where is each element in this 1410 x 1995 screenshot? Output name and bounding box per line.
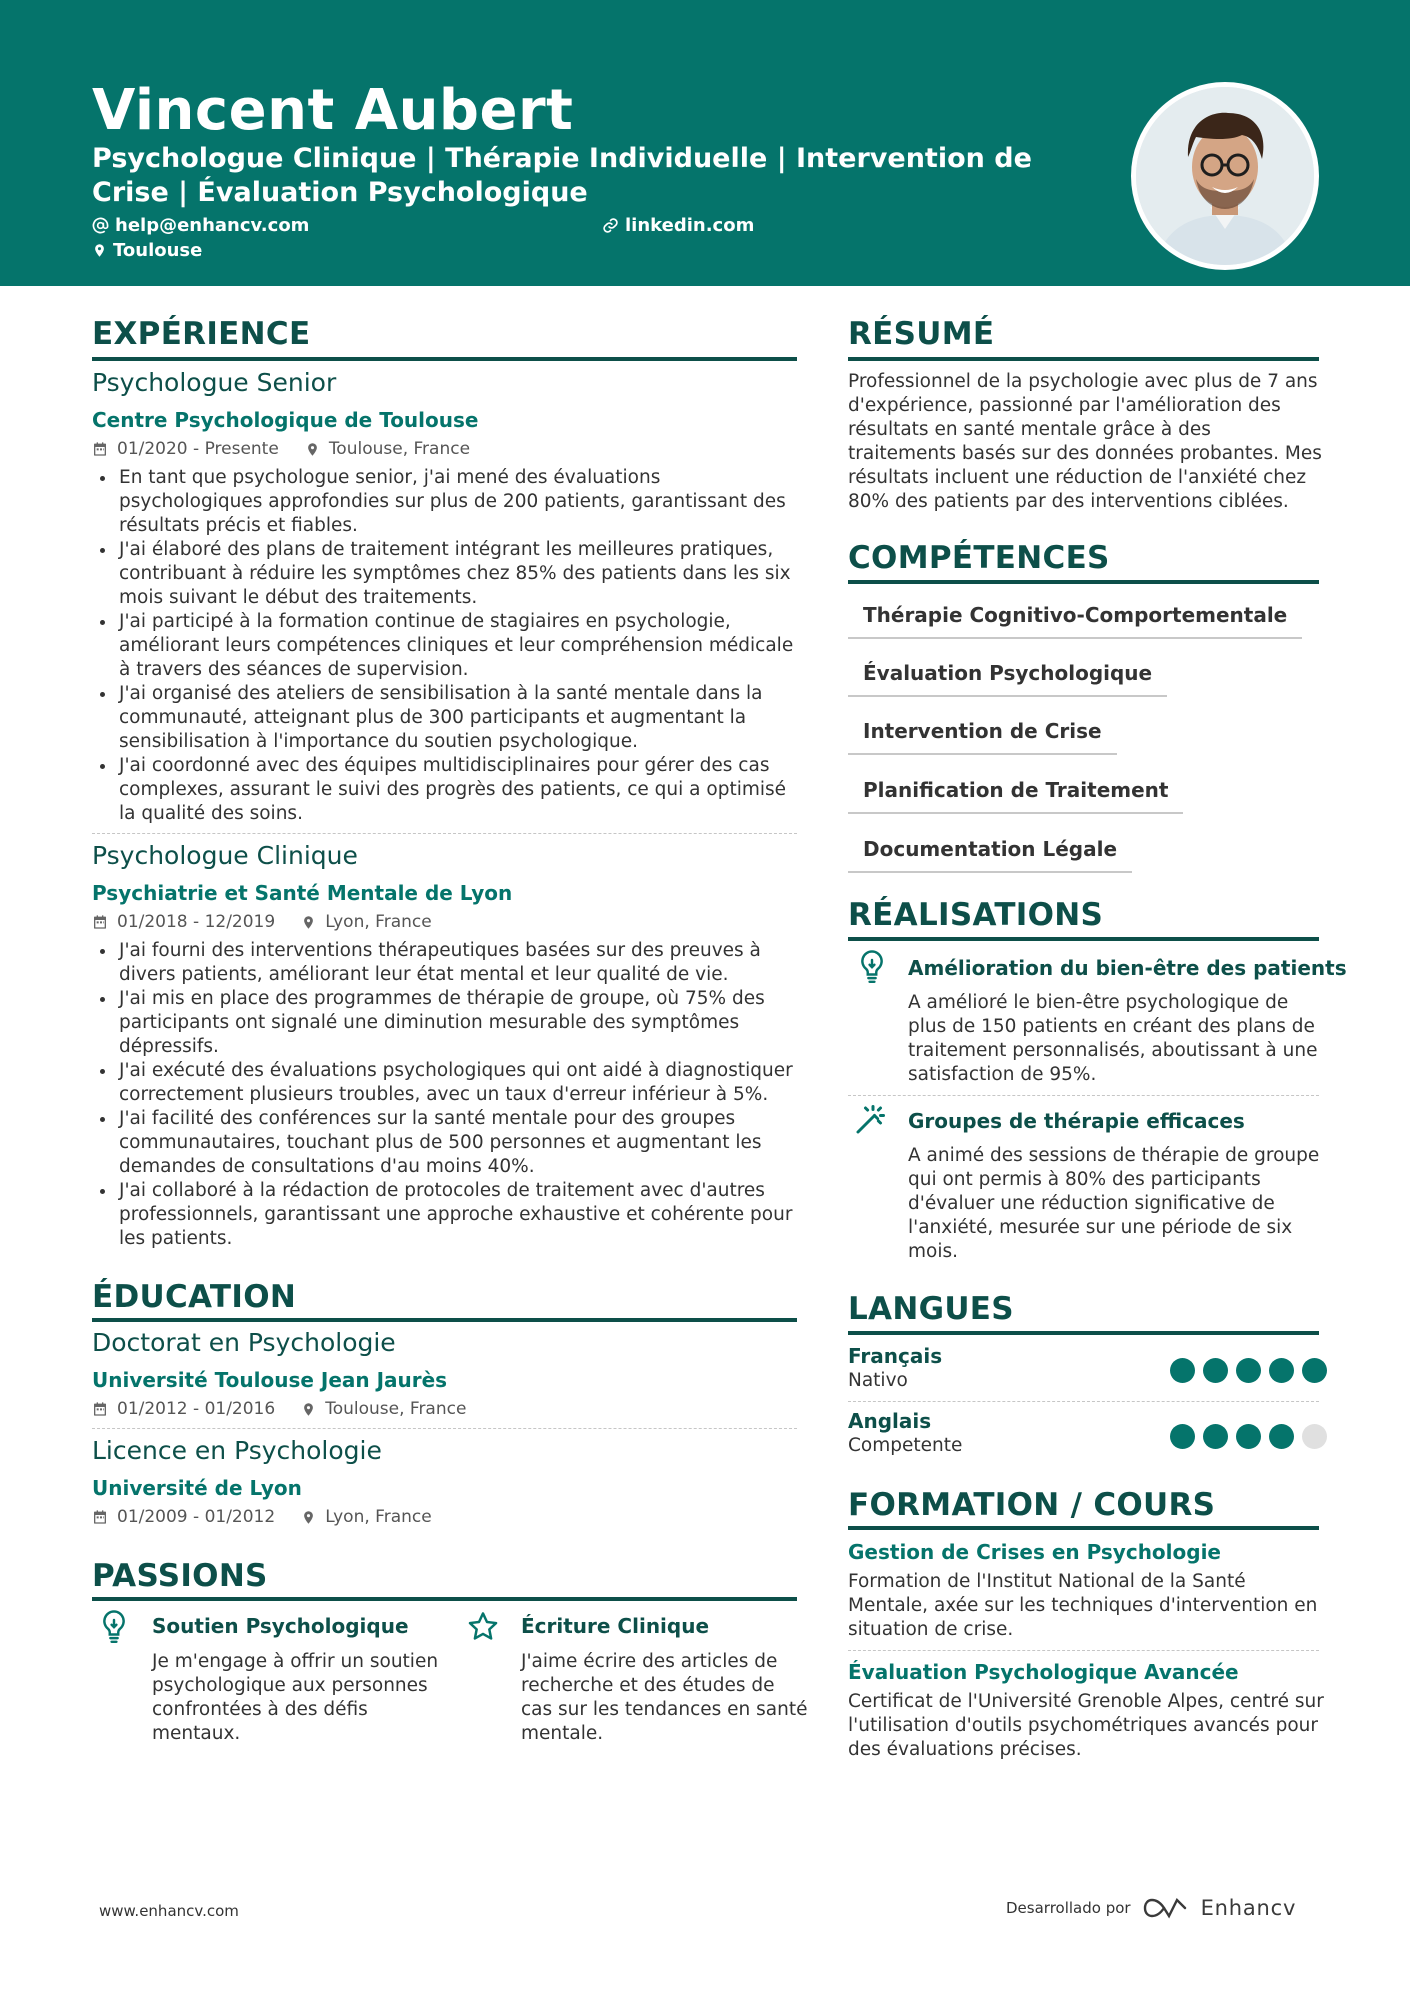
degree-title: Licence en Psychologie: [92, 1436, 382, 1465]
rating-dot-filled: [1236, 1424, 1261, 1449]
calendar-icon: [92, 914, 108, 930]
rating-dot-filled: [1269, 1358, 1294, 1383]
powered-by-label: Desarrollado por: [1006, 1899, 1131, 1917]
passion-title: Soutien Psychologique: [152, 1614, 409, 1638]
courses-divider: [848, 1526, 1319, 1530]
passion-text: J'aime écrire des articles de recherche et des études de cas sur les tendances en santé mentale.: [521, 1651, 808, 1744]
job-meta: [92, 439, 496, 459]
skill-tag: Documentation Légale: [848, 837, 1132, 873]
language-rating: [1170, 1358, 1327, 1383]
linkedin-text: linkedin.com: [625, 215, 755, 236]
location-pin-icon: [92, 242, 107, 259]
job-meta: [92, 912, 458, 932]
magic-wand-icon: [852, 1102, 888, 1138]
header-banner: [0, 0, 1410, 286]
education-location: Lyon, France: [325, 1507, 432, 1527]
footer-branding[interactable]: [1006, 1896, 1296, 1920]
bullet-item: J'ai coordonné avec des équipes multidisciplinaires pour gérer des cas complexes, assurant le suivi des progrès des patients, ce qui a optimisé la qualité des soins.: [92, 754, 802, 826]
course-separator: [848, 1650, 1319, 1651]
bullet-item: J'ai exécuté des évaluations psychologiques qui ont aidé à diagnostiquer correctement plusieurs troubles, avec un taux d'erreur inférieur à 5%.: [92, 1059, 802, 1107]
job-separator: [92, 833, 797, 834]
course-title: Gestion de Crises en Psychologie: [848, 1540, 1221, 1564]
bullet-item: J'ai organisé des ateliers de sensibilisation à la santé mentale dans la communauté, atteignant plus de 300 participants et augmentant la sensibilisation à l'importance du soutien psychologique.: [92, 682, 802, 754]
company-name: Psychiatrie et Santé Mentale de Lyon: [92, 881, 513, 905]
lightbulb-icon: [857, 949, 887, 983]
email-contact[interactable]: [92, 215, 309, 236]
language-rating: [1170, 1424, 1327, 1449]
education-heading: ÉDUCATION: [92, 1279, 297, 1315]
education-meta: [92, 1399, 492, 1419]
summary-heading: RÉSUMÉ: [848, 316, 995, 352]
achievements-heading: RÉALISATIONS: [848, 897, 1104, 933]
star-icon: [466, 1610, 500, 1643]
location-pin-icon: [305, 441, 320, 458]
skill-tag: Planification de Traitement: [848, 778, 1183, 814]
languages-divider: [848, 1331, 1319, 1335]
linkedin-contact[interactable]: [602, 215, 754, 236]
achievement-title: Amélioration du bien-être des patients: [908, 956, 1347, 980]
language-name: Anglais: [848, 1409, 932, 1433]
job-location: Lyon, France: [325, 912, 432, 932]
location-pin-icon: [301, 1509, 316, 1526]
course-text: Formation de l'Institut National de la Santé Mentale, axée sur les techniques d'intervention en situation de crise.: [848, 1571, 1318, 1640]
calendar-icon: [92, 1401, 108, 1417]
enhancv-logo-icon: [1143, 1896, 1189, 1920]
bullet-item: J'ai participé à la formation continue de stagiaires en psychologie, améliorant leurs compétences cliniques et leur compréhension médicale à travers des séances de supervision.: [92, 610, 802, 682]
experience-divider: [92, 357, 797, 361]
calendar-icon: [92, 1509, 108, 1525]
location-contact: [92, 240, 202, 261]
summary-divider: [848, 357, 1319, 361]
bullet-item: J'ai élaboré des plans de traitement intégrant les meilleures pratiques, contribuant à réduire les symptômes chez 85% des patients dans les six mois suivant le début des traitements.: [92, 538, 802, 610]
education-location: Toulouse, France: [325, 1399, 467, 1419]
education-dates: 01/2009 - 01/2012: [117, 1507, 276, 1527]
bullet-item: En tant que psychologue senior, j'ai mené des évaluations psychologiques approfondies sur plus de 200 patients, garantissant des résultats précis et fiables.: [92, 466, 802, 538]
job-location: Toulouse, France: [328, 439, 471, 459]
rating-dot-filled: [1203, 1358, 1228, 1383]
link-icon: [602, 217, 619, 234]
language-level: Nativo: [848, 1370, 908, 1391]
job-title: Psychologue Senior: [92, 368, 337, 397]
skill-tag: Thérapie Cognitivo-Comportementale: [848, 603, 1302, 639]
education-separator: [92, 1428, 797, 1429]
job-dates: 01/2020 - Presente: [117, 439, 279, 459]
skills-heading: COMPÉTENCES: [848, 540, 1110, 576]
bullet-item: J'ai mis en place des programmes de thérapie de groupe, où 75% des participants ont signalé une diminution mesurable des symptômes dépressifs.: [92, 987, 802, 1059]
job-bullets: [92, 939, 802, 1251]
location-pin-icon: [301, 1401, 316, 1418]
rating-dot-filled: [1203, 1424, 1228, 1449]
language-separator: [848, 1401, 1319, 1402]
job-dates: 01/2018 - 12/2019: [117, 912, 276, 932]
rating-dot-filled: [1170, 1424, 1195, 1449]
languages-heading: LANGUES: [848, 1291, 1014, 1327]
bullet-item: J'ai collaboré à la rédaction de protocoles de traitement avec d'autres professionnels, garantissant une approche exhaustive et cohérente pour les patients.: [92, 1179, 802, 1251]
education-dates: 01/2012 - 01/2016: [117, 1399, 276, 1419]
achievement-title: Groupes de thérapie efficaces: [908, 1109, 1245, 1133]
rating-dot-filled: [1236, 1358, 1261, 1383]
skill-tag: Évaluation Psychologique: [848, 661, 1167, 697]
rating-dot-filled: [1302, 1358, 1327, 1383]
rating-dot-empty: [1302, 1424, 1327, 1449]
profile-photo: [1131, 82, 1319, 270]
rating-dot-filled: [1170, 1358, 1195, 1383]
passions-divider: [92, 1597, 797, 1601]
location-pin-icon: [301, 914, 316, 931]
degree-title: Doctorat en Psychologie: [92, 1328, 396, 1357]
email-text: help@enhancv.com: [115, 215, 310, 236]
achievement-separator: [848, 1095, 1319, 1096]
footer-website[interactable]: www.enhancv.com: [99, 1902, 239, 1920]
bullet-item: J'ai facilité des conférences sur la santé mentale pour des groupes communautaires, touchant plus de 500 personnes et augmentant les demandes de consultations d'au moins 40%.: [92, 1107, 802, 1179]
education-meta: [92, 1507, 458, 1527]
lightbulb-icon: [99, 1609, 129, 1643]
company-name: Centre Psychologique de Toulouse: [92, 408, 479, 432]
brand-name: Enhancv: [1200, 1896, 1297, 1920]
candidate-name: Vincent Aubert: [92, 78, 574, 143]
at-icon: [92, 217, 109, 234]
achievement-text: A animé des sessions de thérapie de groupe qui ont permis à 80% des participants d'évaluer une réduction significative de l'anxiété, mesurée sur une période de six mois.: [908, 1145, 1320, 1262]
language-level: Competente: [848, 1435, 963, 1456]
achievements-divider: [848, 937, 1319, 941]
job-bullets: [92, 466, 802, 826]
passion-text: Je m'engage à offrir un soutien psychologique aux personnes confrontées à des défis mentaux.: [152, 1651, 439, 1744]
rating-dot-filled: [1269, 1424, 1294, 1449]
calendar-icon: [92, 441, 108, 457]
passion-title: Écriture Clinique: [521, 1614, 710, 1638]
language-name: Français: [848, 1344, 943, 1368]
job-title: Psychologue Clinique: [92, 841, 358, 870]
course-title: Évaluation Psychologique Avancée: [848, 1660, 1239, 1684]
candidate-headline: Psychologue Clinique | Thérapie Individuelle | Intervention de Crise | Évaluation Psychologique: [92, 143, 1032, 208]
skills-divider: [848, 580, 1319, 584]
location-text: Toulouse: [113, 240, 203, 261]
experience-heading: EXPÉRIENCE: [92, 316, 311, 352]
education-divider: [92, 1318, 797, 1322]
skill-tag: Intervention de Crise: [848, 719, 1117, 755]
courses-heading: FORMATION / COURS: [848, 1487, 1216, 1523]
school-name: Université Toulouse Jean Jaurès: [92, 1368, 448, 1392]
passions-heading: PASSIONS: [92, 1558, 268, 1594]
bullet-item: J'ai fourni des interventions thérapeutiques basées sur des preuves à divers patients, améliorant leur état mental et leur qualité de vie.: [92, 939, 802, 987]
course-text: Certificat de l'Université Grenoble Alpes, centré sur l'utilisation d'outils psychométriques avancés pour des évaluations précises.: [848, 1691, 1324, 1760]
summary-text: Professionnel de la psychologie avec plus de 7 ans d'expérience, passionné par l'amélioration des résultats en santé mentale grâce à des traitements basés sur des données probantes. Mes résultats incluent une réduction de l'anxiété chez 80% des patients par des interventions ciblées.: [848, 371, 1322, 512]
achievement-text: A amélioré le bien-être psychologique de plus de 150 patients en créant des plans de traitement personnalisés, aboutissant à une satisfaction de 95%.: [908, 992, 1318, 1085]
school-name: Université de Lyon: [92, 1476, 302, 1500]
